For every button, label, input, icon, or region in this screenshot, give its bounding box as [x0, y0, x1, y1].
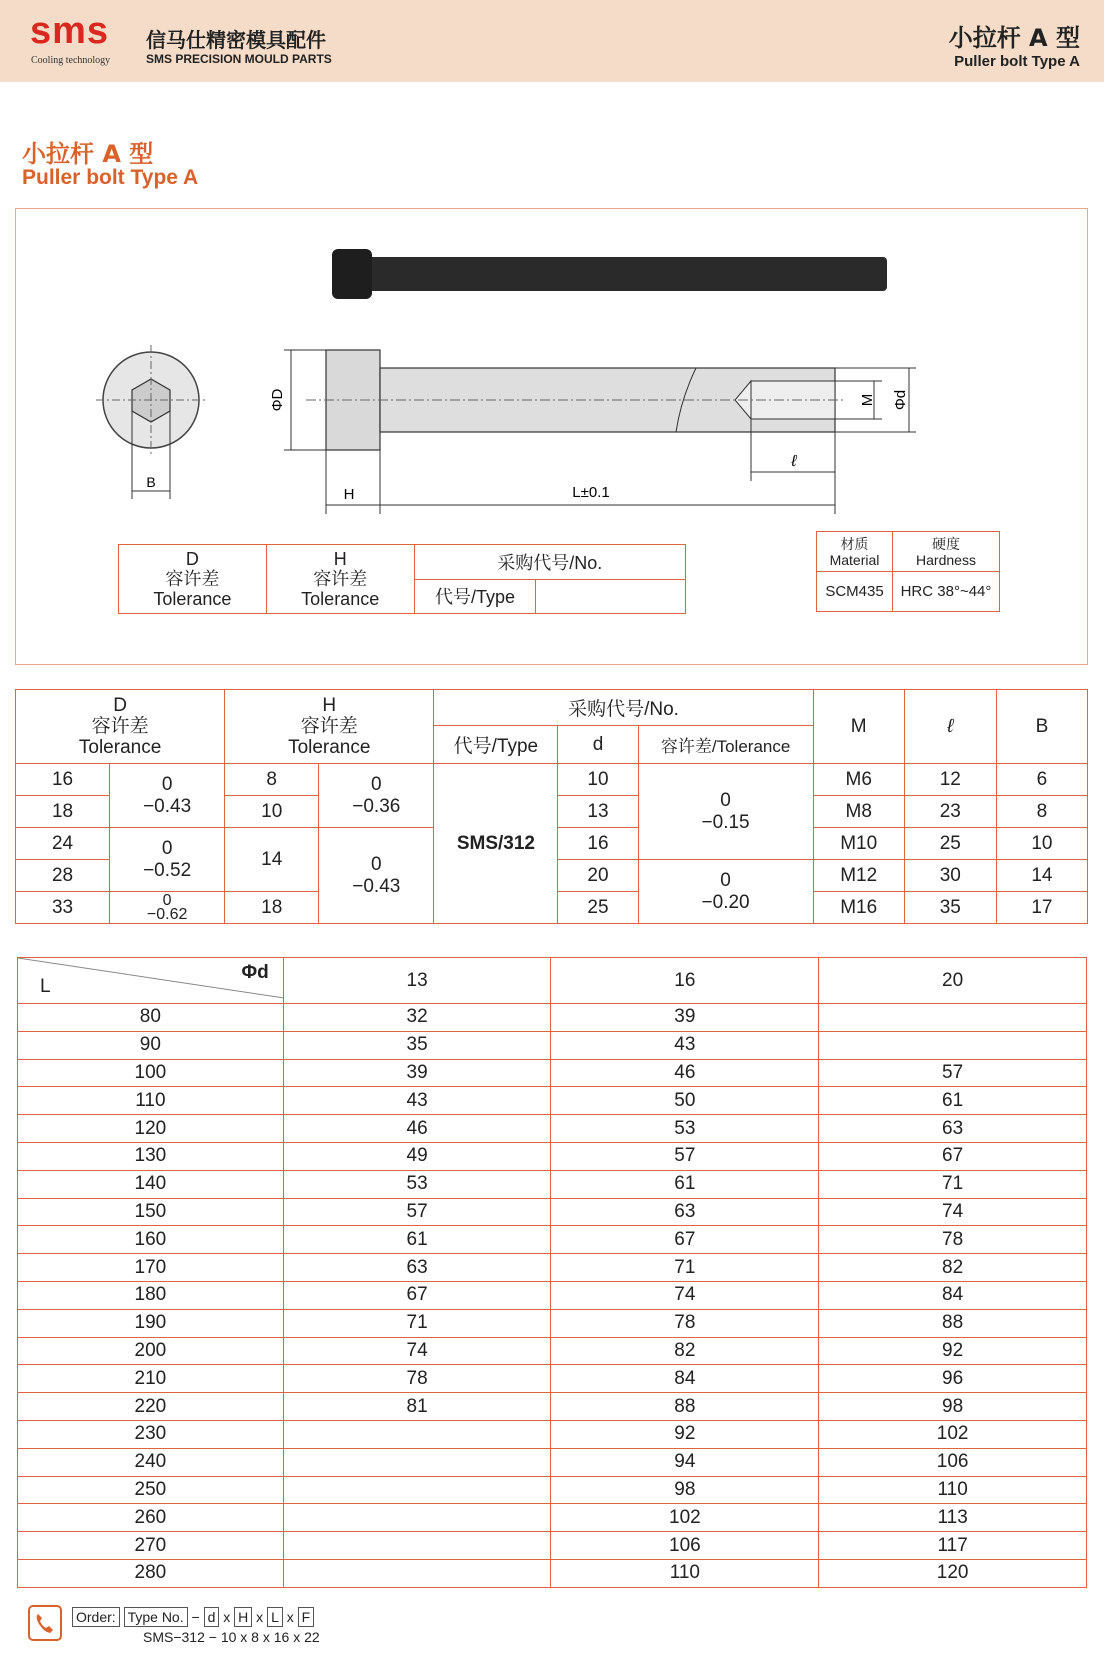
legend-type-value	[536, 579, 686, 614]
length-value-cell: 39	[283, 1059, 551, 1087]
length-value-cell: 57	[551, 1142, 819, 1170]
length-value-cell: 98	[819, 1393, 1087, 1421]
length-L-cell: 130	[18, 1142, 284, 1170]
length-value-cell: 53	[551, 1115, 819, 1143]
drawing-panel	[15, 208, 1088, 665]
legend-no-header: 采购代号/No.	[414, 545, 685, 580]
length-L-cell: 240	[18, 1448, 284, 1476]
spec-d-header: d	[558, 726, 638, 764]
length-L-cell: 270	[18, 1532, 284, 1560]
spec-M-cell: M12	[813, 860, 904, 892]
length-value-cell: 53	[283, 1170, 551, 1198]
length-value-cell: 78	[551, 1309, 819, 1337]
length-row	[18, 1281, 1087, 1309]
spec-d-cell: 25	[558, 892, 638, 924]
page-title-en: Puller bolt Type A	[22, 166, 199, 189]
spec-D-cell: 16	[16, 764, 110, 796]
order-F: F	[298, 1607, 315, 1627]
d-tol-top: 0	[720, 789, 731, 811]
spec-M-cell: M6	[813, 764, 904, 796]
order-example: SMS−312 − 10 x 8 x 16 x 22	[143, 1629, 320, 1645]
spec-type-header: 代号/Type	[434, 726, 558, 764]
length-row	[18, 1393, 1087, 1421]
spec-D-title: D	[113, 695, 127, 716]
length-value-cell: 102	[819, 1420, 1087, 1448]
length-value-cell: 57	[283, 1198, 551, 1226]
length-value-cell: 94	[551, 1448, 819, 1476]
d-tol-bot: −0.20	[701, 891, 750, 913]
D-tol-top: 0	[161, 837, 173, 859]
length-row	[18, 1504, 1087, 1532]
legend-D-cn: 容许差	[165, 569, 220, 589]
brand-name-en: SMS PRECISION MOULD PARTS	[146, 52, 332, 66]
length-L-cell: 160	[18, 1226, 284, 1254]
header-title-cn: 小拉杆 A 型	[948, 24, 1080, 52]
spec-D-en: Tolerance	[78, 737, 162, 758]
length-row	[18, 1559, 1087, 1587]
length-L-cell: 140	[18, 1170, 284, 1198]
length-value-cell: 71	[283, 1309, 551, 1337]
length-value-cell: 43	[551, 1031, 819, 1059]
length-value-cell: 46	[551, 1059, 819, 1087]
order-d: d	[204, 1607, 220, 1627]
H-tol-bot: −0.36	[352, 795, 401, 817]
H-tol-bot: −0.43	[352, 875, 401, 897]
corner-phid-label: Φd	[241, 962, 269, 983]
spec-D-cell: 18	[16, 796, 110, 828]
hardness-cn: 硬度	[932, 535, 960, 552]
legend-D-title: D	[185, 549, 199, 569]
length-row	[18, 1476, 1087, 1504]
dim-label-phid: Φd	[892, 389, 909, 411]
spec-l-cell: 12	[904, 764, 996, 796]
corner-L-label: L	[40, 976, 51, 997]
spec-D-cell: 28	[16, 860, 110, 892]
length-value-cell: 106	[551, 1532, 819, 1560]
spec-type-value: SMS/312	[434, 764, 558, 924]
length-value-cell: 39	[551, 1004, 819, 1032]
spec-D-cn: 容许差	[91, 716, 149, 737]
length-row	[18, 1309, 1087, 1337]
length-value-cell: 67	[551, 1226, 819, 1254]
length-value-cell: 35	[283, 1031, 551, 1059]
length-row	[18, 1337, 1087, 1365]
length-row	[18, 1059, 1087, 1087]
legend-D-en: Tolerance	[153, 589, 232, 609]
spec-no-header: 采购代号/No.	[434, 690, 813, 726]
length-value-cell: 46	[283, 1115, 551, 1143]
length-L-cell: 150	[18, 1198, 284, 1226]
spec-l-header: ℓ	[904, 690, 996, 764]
order-x: x	[256, 1609, 264, 1625]
length-value-cell: 84	[819, 1281, 1087, 1309]
length-value-cell: 71	[551, 1254, 819, 1282]
length-L-cell: 280	[18, 1559, 284, 1587]
length-L-cell: 200	[18, 1337, 284, 1365]
length-value-cell	[283, 1504, 551, 1532]
length-value-cell: 57	[819, 1059, 1087, 1087]
dim-label-phiD: ΦD	[269, 388, 286, 412]
D-tol-bot: −0.52	[143, 859, 192, 881]
length-L-cell: 220	[18, 1393, 284, 1421]
length-value-cell: 78	[819, 1226, 1087, 1254]
order-x: x	[223, 1609, 231, 1625]
length-row	[18, 1226, 1087, 1254]
length-value-cell: 120	[819, 1559, 1087, 1587]
bolt-head-side	[326, 350, 380, 450]
length-L-cell: 170	[18, 1254, 284, 1282]
length-value-cell: 49	[283, 1142, 551, 1170]
legend-H-cn: 容许差	[313, 569, 368, 589]
length-value-cell: 63	[819, 1115, 1087, 1143]
length-value-cell: 96	[819, 1365, 1087, 1393]
length-value-cell	[283, 1476, 551, 1504]
D-tol-top: 0	[161, 773, 173, 795]
length-value-cell: 113	[819, 1504, 1087, 1532]
legend-type-label: 代号/Type	[414, 579, 536, 614]
length-L-cell: 190	[18, 1309, 284, 1337]
length-L-cell: 120	[18, 1115, 284, 1143]
length-value-cell	[819, 1031, 1087, 1059]
dim-label-B: B	[146, 474, 156, 490]
order-H: H	[234, 1607, 252, 1627]
length-col-header: 13	[283, 958, 551, 1004]
length-value-cell: 92	[819, 1337, 1087, 1365]
length-value-cell: 74	[819, 1198, 1087, 1226]
logo-subtitle: Cooling technology	[31, 55, 111, 66]
length-col-header: 20	[819, 958, 1087, 1004]
order-x: x	[286, 1609, 294, 1625]
length-row	[18, 1365, 1087, 1393]
spec-d-cell: 13	[558, 796, 638, 828]
length-value-cell: 102	[551, 1504, 819, 1532]
spec-tol-header: 容许差/Tolerance	[638, 726, 813, 764]
spec-M-header: M	[813, 690, 904, 764]
H-tol-top: 0	[371, 853, 382, 875]
bolt-photo-head	[332, 249, 372, 299]
length-L-cell: 210	[18, 1365, 284, 1393]
material-en: Material	[829, 551, 880, 568]
length-value-cell: 82	[551, 1337, 819, 1365]
order-type-no: Type No.	[124, 1607, 188, 1627]
length-value-cell: 61	[819, 1087, 1087, 1115]
spec-B-cell: 8	[996, 796, 1087, 828]
length-row	[18, 1448, 1087, 1476]
length-value-cell: 71	[819, 1170, 1087, 1198]
length-row	[18, 1198, 1087, 1226]
length-value-cell: 110	[551, 1559, 819, 1587]
hardness-en: Hardness	[916, 551, 976, 568]
length-value-cell: 63	[283, 1254, 551, 1282]
length-value-cell: 74	[551, 1281, 819, 1309]
length-value-cell: 61	[551, 1170, 819, 1198]
spec-B-cell: 14	[996, 860, 1087, 892]
spec-l-cell: 30	[904, 860, 996, 892]
length-row	[18, 1420, 1087, 1448]
page-header	[0, 0, 1104, 82]
spec-l-cell: 23	[904, 796, 996, 828]
length-value-cell	[283, 1559, 551, 1587]
spec-H-cell: 8	[225, 764, 319, 796]
length-row	[18, 1031, 1087, 1059]
spec-d-cell: 16	[558, 828, 638, 860]
length-row	[18, 1142, 1087, 1170]
length-value-cell: 88	[819, 1309, 1087, 1337]
spec-table	[15, 689, 1088, 924]
H-tol-top: 0	[371, 773, 382, 795]
length-value-cell: 117	[819, 1532, 1087, 1560]
length-L-cell: 250	[18, 1476, 284, 1504]
length-value-cell: 98	[551, 1476, 819, 1504]
order-dash: −	[191, 1609, 200, 1625]
length-value-cell: 63	[551, 1198, 819, 1226]
spec-H-cell: 18	[225, 892, 319, 924]
spec-d-cell: 10	[558, 764, 638, 796]
length-row	[18, 1170, 1087, 1198]
spec-B-cell: 6	[996, 764, 1087, 796]
order-L: L	[267, 1607, 283, 1627]
length-value-cell: 50	[551, 1087, 819, 1115]
length-value-cell	[819, 1004, 1087, 1032]
length-row	[18, 1532, 1087, 1560]
spec-H-cell: 14	[225, 828, 319, 892]
spec-l-cell: 35	[904, 892, 996, 924]
spec-H-en: Tolerance	[288, 737, 371, 758]
d-tol-bot: −0.15	[701, 811, 750, 833]
d-tol-top: 0	[720, 869, 731, 891]
length-L-cell: 260	[18, 1504, 284, 1532]
spec-d-cell: 20	[558, 860, 638, 892]
length-value-cell: 84	[551, 1365, 819, 1393]
length-value-cell: 74	[283, 1337, 551, 1365]
length-value-cell	[283, 1420, 551, 1448]
material-value: SCM435	[817, 572, 893, 612]
dim-label-L: L±0.1	[572, 484, 610, 501]
length-L-cell: 90	[18, 1031, 284, 1059]
spec-M-cell: M16	[813, 892, 904, 924]
length-value-cell	[283, 1532, 551, 1560]
length-value-cell: 110	[819, 1476, 1087, 1504]
hardness-value: HRC 38°~44°	[893, 572, 1000, 612]
length-table	[17, 957, 1087, 1588]
spec-D-cell: 33	[16, 892, 110, 924]
length-row	[18, 1254, 1087, 1282]
spec-B-cell: 17	[996, 892, 1087, 924]
spec-M-cell: M10	[813, 828, 904, 860]
length-row	[18, 1115, 1087, 1143]
spec-H-title: H	[322, 695, 337, 716]
length-value-cell: 88	[551, 1393, 819, 1421]
length-L-cell: 100	[18, 1059, 284, 1087]
length-value-cell: 67	[283, 1281, 551, 1309]
length-col-header: 16	[551, 958, 819, 1004]
length-value-cell: 82	[819, 1254, 1087, 1282]
spec-l-cell: 25	[904, 828, 996, 860]
length-value-cell: 92	[551, 1420, 819, 1448]
spec-H-cn: 容许差	[300, 716, 358, 737]
length-L-cell: 230	[18, 1420, 284, 1448]
length-value-cell: 32	[283, 1004, 551, 1032]
D-tol-bot: −0.62	[146, 905, 188, 923]
spec-D-cell: 24	[16, 828, 110, 860]
length-L-cell: 110	[18, 1087, 284, 1115]
length-value-cell	[283, 1448, 551, 1476]
page-title-cn: 小拉杆 A 型	[22, 140, 154, 168]
material-table	[816, 531, 1000, 612]
length-L-cell: 180	[18, 1281, 284, 1309]
length-value-cell: 106	[819, 1448, 1087, 1476]
order-label: Order:	[72, 1607, 120, 1627]
header-title-en: Puller bolt Type A	[954, 53, 1080, 70]
spec-H-cell: 10	[225, 796, 319, 828]
length-value-cell: 67	[819, 1142, 1087, 1170]
dim-label-H: H	[343, 486, 355, 503]
legend-table	[118, 544, 686, 614]
D-tol-bot: −0.43	[143, 795, 192, 817]
length-value-cell: 81	[283, 1393, 551, 1421]
bolt-photo-shaft	[352, 257, 887, 291]
phone-icon	[28, 1605, 62, 1641]
length-row	[18, 1004, 1087, 1032]
legend-H-title: H	[333, 549, 347, 569]
legend-H-en: Tolerance	[301, 589, 380, 609]
spec-B-header: B	[996, 690, 1087, 764]
material-cn: 材质	[840, 535, 869, 552]
D-tol-top: 0	[162, 891, 172, 909]
length-row	[18, 1087, 1087, 1115]
dim-label-l: ℓ	[791, 453, 797, 470]
spec-B-cell: 10	[996, 828, 1087, 860]
length-L-cell: 80	[18, 1004, 284, 1032]
length-value-cell: 78	[283, 1365, 551, 1393]
spec-M-cell: M8	[813, 796, 904, 828]
dim-label-M: M	[859, 393, 876, 407]
brand-name-cn: 信马仕精密模具配件	[146, 28, 326, 52]
length-table-corner	[18, 958, 284, 1004]
sms-logo: sms	[30, 10, 110, 52]
length-value-cell: 61	[283, 1226, 551, 1254]
length-value-cell: 43	[283, 1087, 551, 1115]
